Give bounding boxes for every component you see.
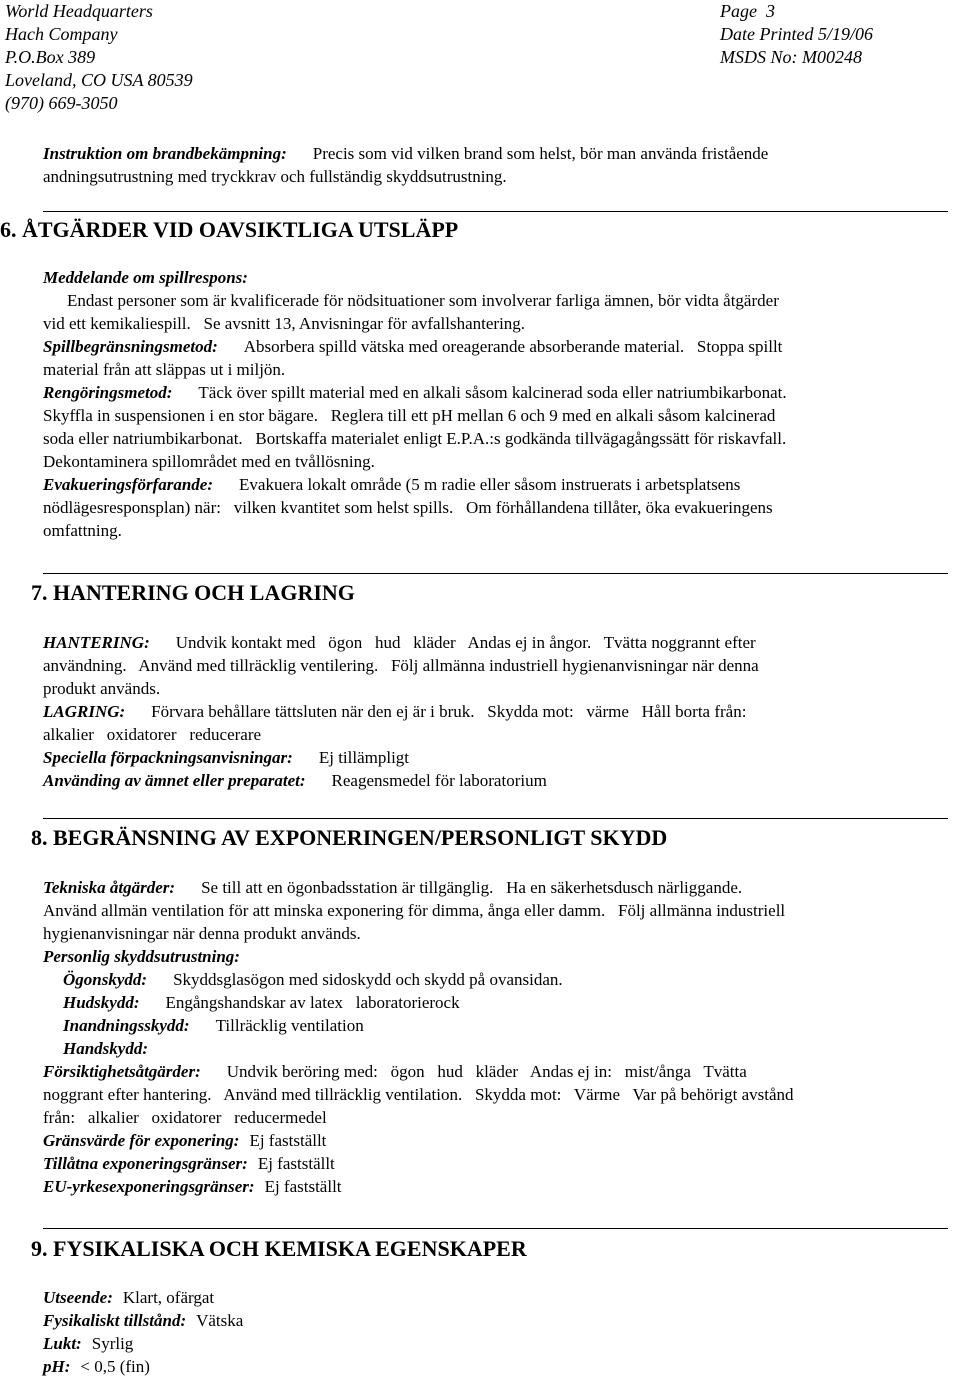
company-address <box>5 0 193 115</box>
evac-text: omfattning. <box>43 521 122 540</box>
section-divider <box>43 1228 948 1229</box>
resp-label: Inandningsskydd: <box>63 1016 190 1035</box>
packing-label: Speciella förpackningsanvisningar: <box>43 748 293 767</box>
resp-value: Tillräcklig ventilation <box>215 1016 364 1035</box>
page-number: Page 3 <box>720 1 775 21</box>
storage-label: LAGRING: <box>43 702 126 721</box>
use-value: Reagensmedel för laboratorium <box>331 771 547 790</box>
ph-label: pH: <box>43 1357 71 1376</box>
section-7-title: 7. HANTERING OCH LAGRING <box>31 580 355 605</box>
skin-value: Engångshandskar av latex laboratorierock <box>165 993 460 1012</box>
allowed-label: Tillåtna exponeringsgränser: <box>43 1154 248 1173</box>
address-line: (970) 669-3050 <box>5 93 118 113</box>
section-divider <box>43 211 948 212</box>
clean-text: Skyffla in suspensionen i en stor bägare. Reglera till ett pH mellan 6 och 9 med en alkali såsom kalcinerad <box>43 406 776 425</box>
section-7-body <box>43 631 958 792</box>
eu-label: EU-yrkesexponeringsgränser: <box>43 1177 255 1196</box>
clean-text: Täck över spillt material med en alkali såsom kalcinerad soda eller natriumbikarbonat. <box>198 383 787 402</box>
eu-value: Ej fastställt <box>264 1177 342 1196</box>
section-6-body <box>43 266 958 542</box>
ph-value: < 0,5 (fin) <box>80 1357 150 1376</box>
fire-instruction <box>43 142 958 188</box>
date-printed: Date Printed 5/19/06 <box>720 24 873 44</box>
eye-value: Skyddsglasögon med sidoskydd och skydd på ovansidan. <box>173 970 563 989</box>
address-line: P.O.Box 389 <box>5 47 96 67</box>
fire-text: Precis som vid vilken brand som helst, bör man använda fristående <box>312 144 769 163</box>
appearance-value: Klart, ofärgat <box>122 1288 215 1307</box>
evac-label: Evakueringsförfarande: <box>43 475 214 494</box>
spill-text: Endast personer som är kvalificerade för nödsituationer som involverar farliga ämnen, bör vidta åtgärder <box>67 291 779 310</box>
msds-number: MSDS No: M00248 <box>720 47 862 67</box>
prec-label: Försiktighetsåtgärder: <box>43 1062 201 1081</box>
use-label: Använding av ämnet eller preparatet: <box>43 771 306 790</box>
spill-label: Meddelande om spillrespons: <box>43 268 248 287</box>
ppe-label: Personlig skyddsutrustning: <box>43 947 240 966</box>
prec-text: Undvik beröring med: ögon hud kläder Andas ej in: mist/ånga Tvätta <box>226 1062 747 1081</box>
odor-label: Lukt: <box>43 1334 82 1353</box>
contain-label: Spillbegränsningsmetod: <box>43 337 218 356</box>
storage-text: Förvara behållare tättsluten när den ej är i bruk. Skydda mot: värme Håll borta från: <box>151 702 747 721</box>
section-8-body <box>43 876 958 1198</box>
section-9-body <box>43 1286 958 1378</box>
clean-label: Rengöringsmetod: <box>43 383 173 402</box>
section-divider <box>43 573 948 574</box>
address-line: Hach Company <box>5 24 118 44</box>
odor-value: Syrlig <box>91 1334 134 1353</box>
section-9-title: 9. FYSIKALISKA OCH KEMISKA EGENSKAPER <box>31 1236 527 1261</box>
eye-label: Ögonskydd: <box>63 970 148 989</box>
tech-label: Tekniska åtgärder: <box>43 878 176 897</box>
tech-text: Använd allmän ventilation för att minska exponering för dimma, ånga eller damm. Följ allmänna industriell <box>43 901 786 920</box>
prec-text: från: alkalier oxidatorer reducermedel <box>43 1108 327 1127</box>
appearance-label: Utseende: <box>43 1288 113 1307</box>
spill-text: vid ett kemikaliespill. Se avsnitt 13, Anvisningar för avfallshantering. <box>43 314 526 333</box>
fire-text: andningsutrustning med tryckkrav och fullständig skyddsutrustning. <box>43 167 507 186</box>
limit-value: Ej fastställt <box>249 1131 327 1150</box>
limit-label: Gränsvärde för exponering: <box>43 1131 240 1150</box>
document-meta <box>720 0 873 69</box>
evac-text: nödlägesresponsplan) när: vilken kvantitet som helst spills. Om förhållandena tillåter, öka evakueringens <box>43 498 773 517</box>
evac-text: Evakuera lokalt område (5 m radie eller såsom instruerats i arbetsplatsens <box>239 475 741 494</box>
section-divider <box>43 818 948 819</box>
packing-value: Ej tillämpligt <box>318 748 410 767</box>
address-line: World Headquarters <box>5 1 153 21</box>
clean-text: Dekontaminera spillområdet med en tvållösning. <box>43 452 375 471</box>
tech-text: Se till att en ögonbadsstation är tillgänglig. Ha en säkerhetsdusch närliggande. <box>201 878 743 897</box>
tech-text: hygienanvisningar när denna produkt används. <box>43 924 361 943</box>
allowed-value: Ej fastställt <box>257 1154 335 1173</box>
contain-text: material från att släppas ut i miljön. <box>43 360 286 379</box>
contain-text: Absorbera spilld vätska med oreagerande absorberande material. Stoppa spillt <box>243 337 783 356</box>
state-value: Vätska <box>196 1311 244 1330</box>
state-label: Fysikaliskt tillstånd: <box>43 1311 187 1330</box>
fire-label: Instruktion om brandbekämpning: <box>43 144 287 163</box>
skin-label: Hudskydd: <box>63 993 140 1012</box>
handling-text: Undvik kontakt med ögon hud kläder Andas ej in ångor. Tvätta noggrannt efter <box>175 633 756 652</box>
section-6-title: 6. ÅTGÄRDER VID OAVSIKTLIGA UTSLÄPP <box>0 217 459 242</box>
clean-text: soda eller natriumbikarbonat. Bortskaffa materialet enligt E.P.A.:s godkända tillvägagångssätt för riskavfall. <box>43 429 787 448</box>
address-line: Loveland, CO USA 80539 <box>5 70 193 90</box>
prec-text: noggrant efter hantering. Använd med tillräcklig ventilation. Skydda mot: Värme Var på behörigt avstånd <box>43 1085 794 1104</box>
storage-text: alkalier oxidatorer reducerare <box>43 725 262 744</box>
hand-label: Handskydd: <box>63 1039 148 1058</box>
handling-text: användning. Använd med tillräcklig ventilering. Följ allmänna industriell hygienanvisningar när denna <box>43 656 759 675</box>
handling-label: HANTERING: <box>43 633 150 652</box>
section-8-title: 8. BEGRÄNSNING AV EXPONERINGEN/PERSONLIGT SKYDD <box>31 825 668 850</box>
handling-text: produkt används. <box>43 679 161 698</box>
